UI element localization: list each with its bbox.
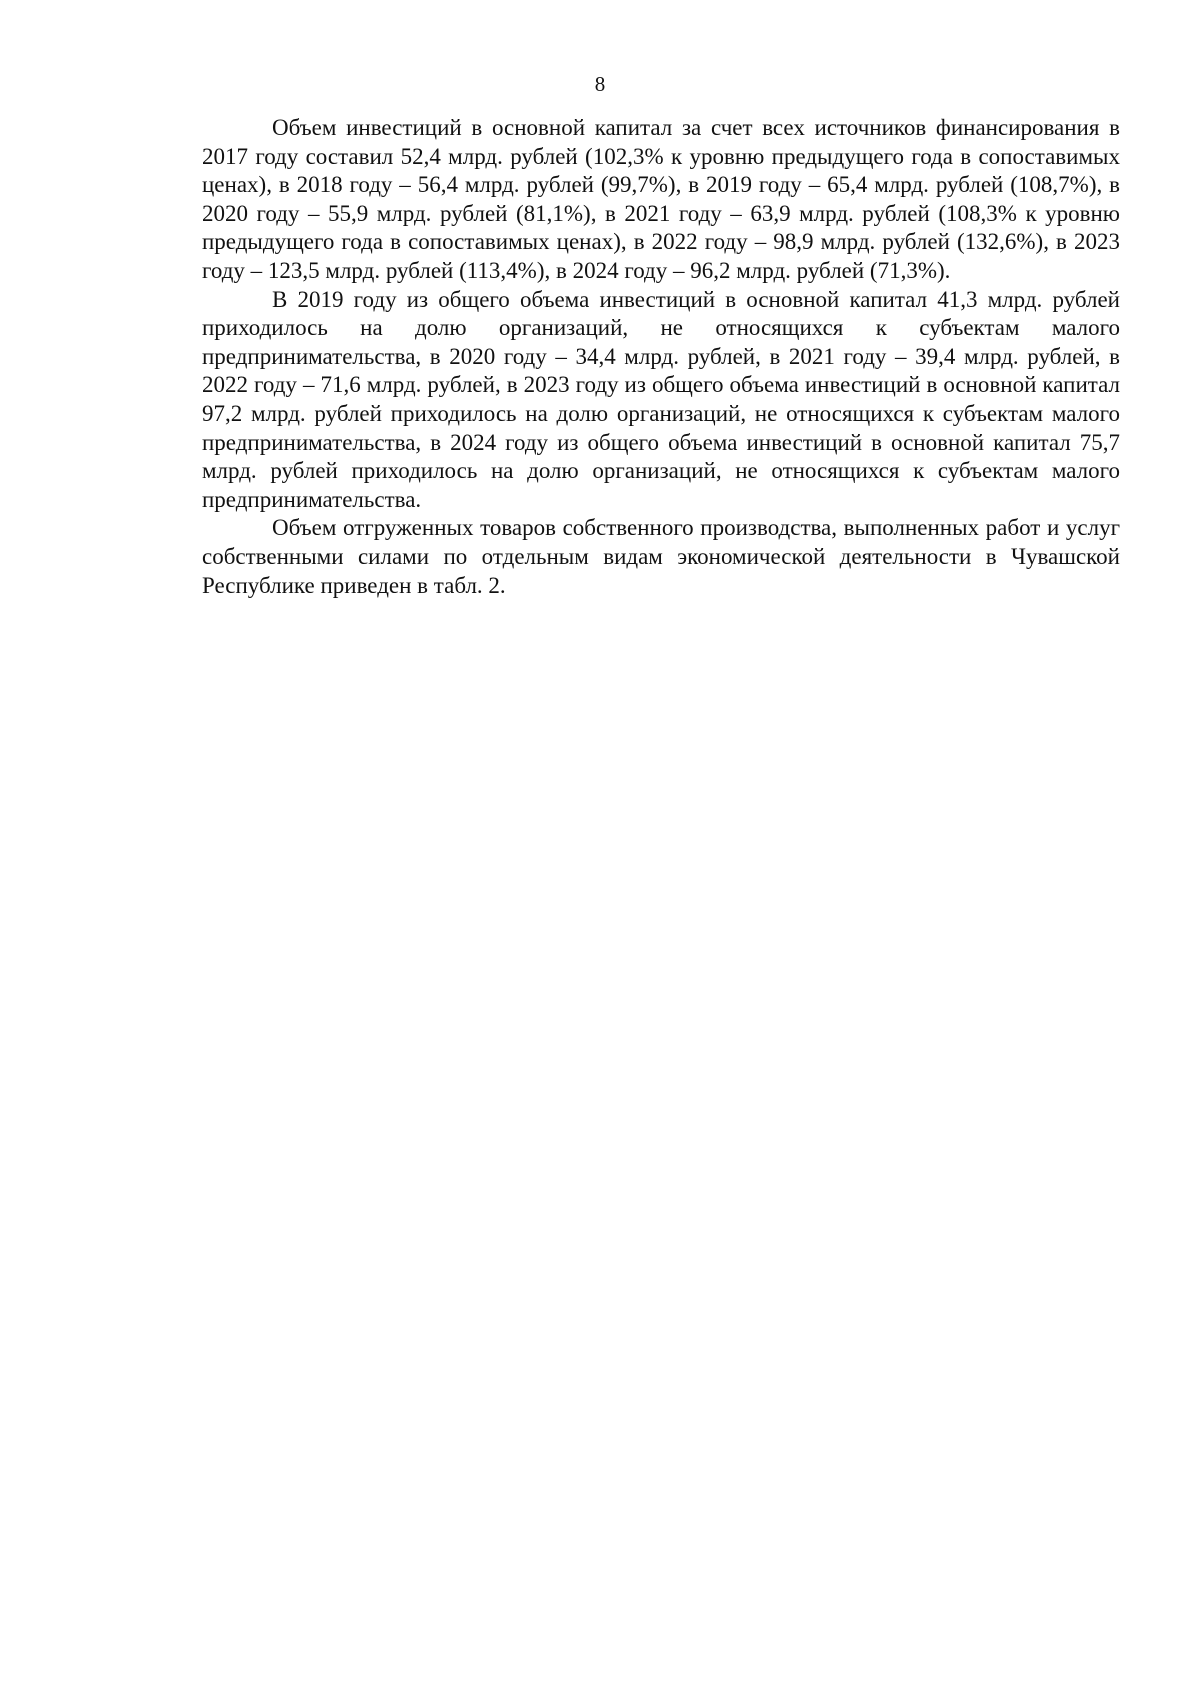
body-text bbox=[202, 114, 1120, 600]
paragraph-investment-volume: Объем инвестиций в основной капитал за счет всех источников финансирования в 2017 году составил 52,4 млрд. рублей (102,3% к уровню предыдущего года в сопоставимых ценах), в 2018 году – 56,4 млрд. рублей (99,7%), в 2019 году – 65,4 млрд. рублей (108,7%), в 2020 году – 55,9 млрд. рублей (81,1%), в 2021 году – 63,9 млрд. рублей (108,3% к уровню предыдущего года в сопоставимых ценах), в 2022 году – 98,9 млрд. рублей (132,6%), в 2023 году – 123,5 млрд. рублей (113,4%), в 2024 году – 96,2 млрд. рублей (71,3%). bbox=[202, 115, 1120, 283]
paragraph-shipped-goods-reference: Объем отгруженных товаров собственного производства, выполненных работ и услуг собственными силами по отдельным видам экономической деятельности в Чувашской Республике приведен в табл. 2. bbox=[202, 515, 1120, 598]
page-number: 8 bbox=[594, 72, 606, 96]
paragraph-non-small-business-share: В 2019 году из общего объема инвестиций в основной капитал 41,3 млрд. рублей приходилось на долю организаций, не относящихся к субъектам малого предпринимательства, в 2020 году – 34,4 млрд. рублей, в 2021 году – 39,4 млрд. рублей, в 2022 году – 71,6 млрд. рублей, в 2023 году из общего объема инвестиций в основной капитал 97,2 млрд. рублей приходилось на долю организаций, не относящихся к субъектам малого предпринимательства, в 2024 году из общего объема инвестиций в основной капитал 75,7 млрд. рублей приходилось на долю организаций, не относящихся к субъектам малого предпринимательства. bbox=[202, 286, 1120, 512]
